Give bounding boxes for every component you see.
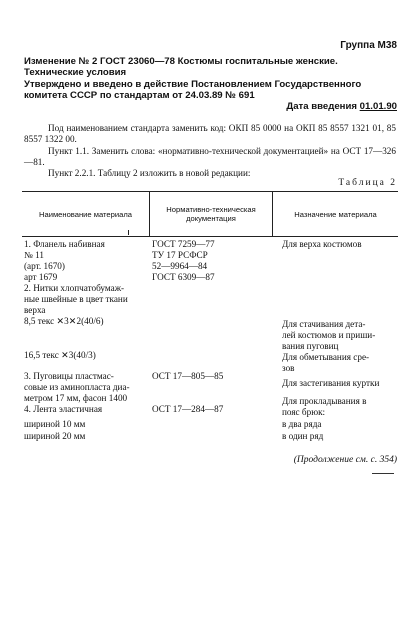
material-purpose: в два ряда <box>282 419 322 429</box>
material-purpose: зов <box>282 363 295 373</box>
material-purpose: в один ряд <box>282 431 324 441</box>
material-row: метром 17 мм, фасон 1400 <box>24 393 128 403</box>
material-purpose: лей костюмов и приши- <box>282 330 376 340</box>
material-row: шириной 20 мм <box>24 431 86 441</box>
material-row: 8,5 текс ✕3✕2(40/6) <box>24 316 104 326</box>
effective-date <box>286 101 397 112</box>
paragraph-okp-code: Под наименованием стандарта заменить код: ОКП 85 0000 на ОКП 85 8557 1321 01, 85 8557 1322 00. <box>24 123 396 144</box>
effective-date-label: Дата введения <box>286 101 357 112</box>
normative-doc: ОСТ 17—805—85 <box>152 371 224 381</box>
paragraph-item-1-1: Пункт 1.1. Заменить слова: «нормативно-технической документацией» на ОСТ 17—326—81. <box>24 146 396 167</box>
header-purpose: Назначение материала <box>294 209 377 219</box>
material-row: 3. Пуговицы пластмас- <box>24 371 114 381</box>
material-row: 2. Нитки хлопчатобумаж- <box>24 283 125 293</box>
group-code: Группа М38 <box>340 40 397 51</box>
material-purpose: Для стачивания дета- <box>282 319 366 329</box>
normative-doc: ГОСТ 6309—87 <box>152 272 215 282</box>
material-row: арт 1679 <box>24 272 58 282</box>
material-purpose: Для застегивания куртки <box>282 378 380 388</box>
material-row: верха <box>24 305 46 315</box>
material-row: ные швейные в цвет ткани <box>24 294 128 304</box>
normative-doc: ОСТ 17—284—87 <box>152 404 224 414</box>
table-caption: Таблица 2 <box>338 178 397 188</box>
amendment-title: Изменение № 2 ГОСТ 23060—78 Костюмы госпитальные женские. Технические условия <box>24 56 338 78</box>
material-purpose: пояс брюк: <box>282 407 326 417</box>
material-purpose: Для обметывания сре- <box>282 352 370 362</box>
effective-date-value: 01.01.90 <box>359 101 397 112</box>
material-row: 16,5 текс ✕3(40/3) <box>24 350 96 360</box>
paragraph-item-2-2-1: Пункт 2.2.1. Таблицу 2 изложить в новой редакции: <box>48 168 251 178</box>
header-normative-docs: Нормативно-техническая документация <box>166 205 256 223</box>
normative-doc: ГОСТ 7259—77 <box>152 239 215 249</box>
footer-dash <box>372 473 394 474</box>
continuation-note: (Продолжение см. с. 354) <box>293 455 397 465</box>
material-purpose: вания пуговиц <box>282 341 339 351</box>
normative-doc: 52—9964—84 <box>152 261 208 271</box>
approval-statement: Утверждено и введено в действие Постановлением Государственного комитета СССР по стандартам от 24.03.89 № 691 <box>24 79 362 101</box>
header-material-name: Наименование материала <box>39 209 132 219</box>
material-row: совые из аминопласта диа- <box>24 382 130 392</box>
material-row: 4. Лента эластичная <box>24 404 103 414</box>
material-row: (арт. 1670) <box>24 261 65 271</box>
material-purpose: Для прокладывания в <box>282 396 367 406</box>
material-row: 1. Фланель набивная <box>24 239 105 249</box>
material-purpose: Для верха костюмов <box>282 239 362 249</box>
table-header <box>22 191 398 237</box>
material-row: шириной 10 мм <box>24 419 86 429</box>
material-row: № 11 <box>24 250 44 260</box>
normative-doc: ТУ 17 РСФСР <box>152 250 208 260</box>
